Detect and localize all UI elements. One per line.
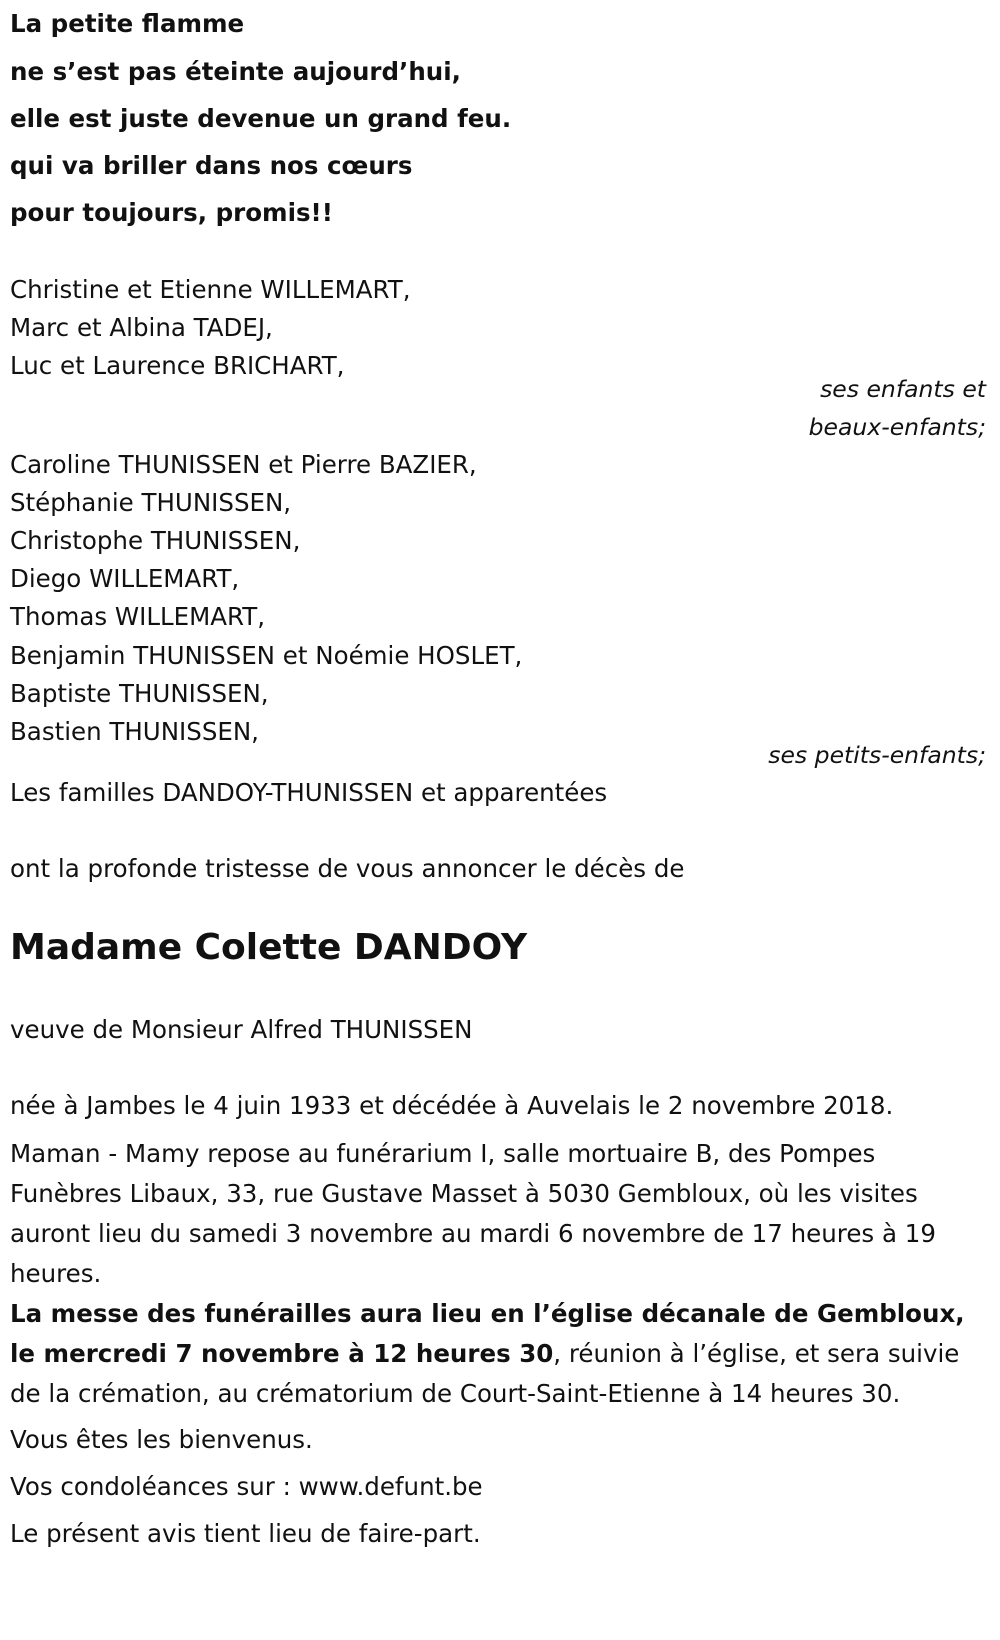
birth-death-line: née à Jambes le 4 juin 1933 et décédée à Auvelais le 2 novembre 2018. [10, 1091, 894, 1120]
poem-line-3: elle est juste devenue un grand feu. [10, 104, 512, 133]
child-couple-2: Marc et Albina TADEJ, [10, 313, 273, 342]
condolences-line: Vos condoléances sur : www.defunt.be [10, 1472, 483, 1501]
welcome-line: Vous êtes les bienvenus. [10, 1425, 313, 1454]
funeral-bold-text: La messe des funérailles aura lieu en l’église décanale de Gembloux, le mercredi 7 novembre à 12 heures 30 [10, 1299, 965, 1368]
grandchild-5: Thomas WILLEMART, [10, 602, 266, 631]
grandchild-6: Benjamin THUNISSEN et Noémie HOSLET, [10, 641, 523, 670]
deceased-name: Madame Colette DANDOY [10, 927, 528, 968]
grandchild-1: Caroline THUNISSEN et Pierre BAZIER, [10, 450, 477, 479]
poem-line-1: La petite flamme [10, 9, 245, 38]
grandchild-8: Bastien THUNISSEN, [10, 717, 259, 746]
funeral-rest-text: , réunion à l’église, et sera suivie de la crémation, au crématorium de Court-Saint-Etienne à 14 heures 30. [10, 1339, 960, 1408]
children-label-line-1: ses enfants et [820, 375, 986, 403]
grandchild-3: Christophe THUNISSEN, [10, 526, 301, 555]
grandchild-2: Stéphanie THUNISSEN, [10, 488, 292, 517]
grandchild-4: Diego WILLEMART, [10, 564, 240, 593]
poem-line-5: pour toujours, promis!! [10, 198, 333, 227]
funeral-paragraph [10, 1294, 990, 1414]
families-line: Les familles DANDOY-THUNISSEN et apparentées [10, 778, 608, 807]
rest-info-paragraph: Maman - Mamy repose au funérarium I, salle mortuaire B, des Pompes Funèbres Libaux, 33, rue Gustave Masset à 5030 Gembloux, où les visites auront lieu du samedi 3 novembre au mardi 6 novembre de 17 heures à 19 heures. [10, 1139, 936, 1288]
announcement-line: ont la profonde tristesse de vous annoncer le décès de [10, 854, 685, 883]
poem-line-4: qui va briller dans nos cœurs [10, 151, 413, 180]
notice-line: Le présent avis tient lieu de faire-part. [10, 1519, 481, 1548]
widow-of-line: veuve de Monsieur Alfred THUNISSEN [10, 1015, 473, 1044]
grandchildren-label: ses petits-enfants; [768, 741, 986, 769]
child-couple-3: Luc et Laurence BRICHART, [10, 351, 345, 380]
child-couple-1: Christine et Etienne WILLEMART, [10, 275, 411, 304]
grandchild-7: Baptiste THUNISSEN, [10, 679, 269, 708]
children-label-line-2: beaux-enfants; [808, 413, 986, 441]
poem-line-2: ne s’est pas éteinte aujourd’hui, [10, 57, 461, 86]
